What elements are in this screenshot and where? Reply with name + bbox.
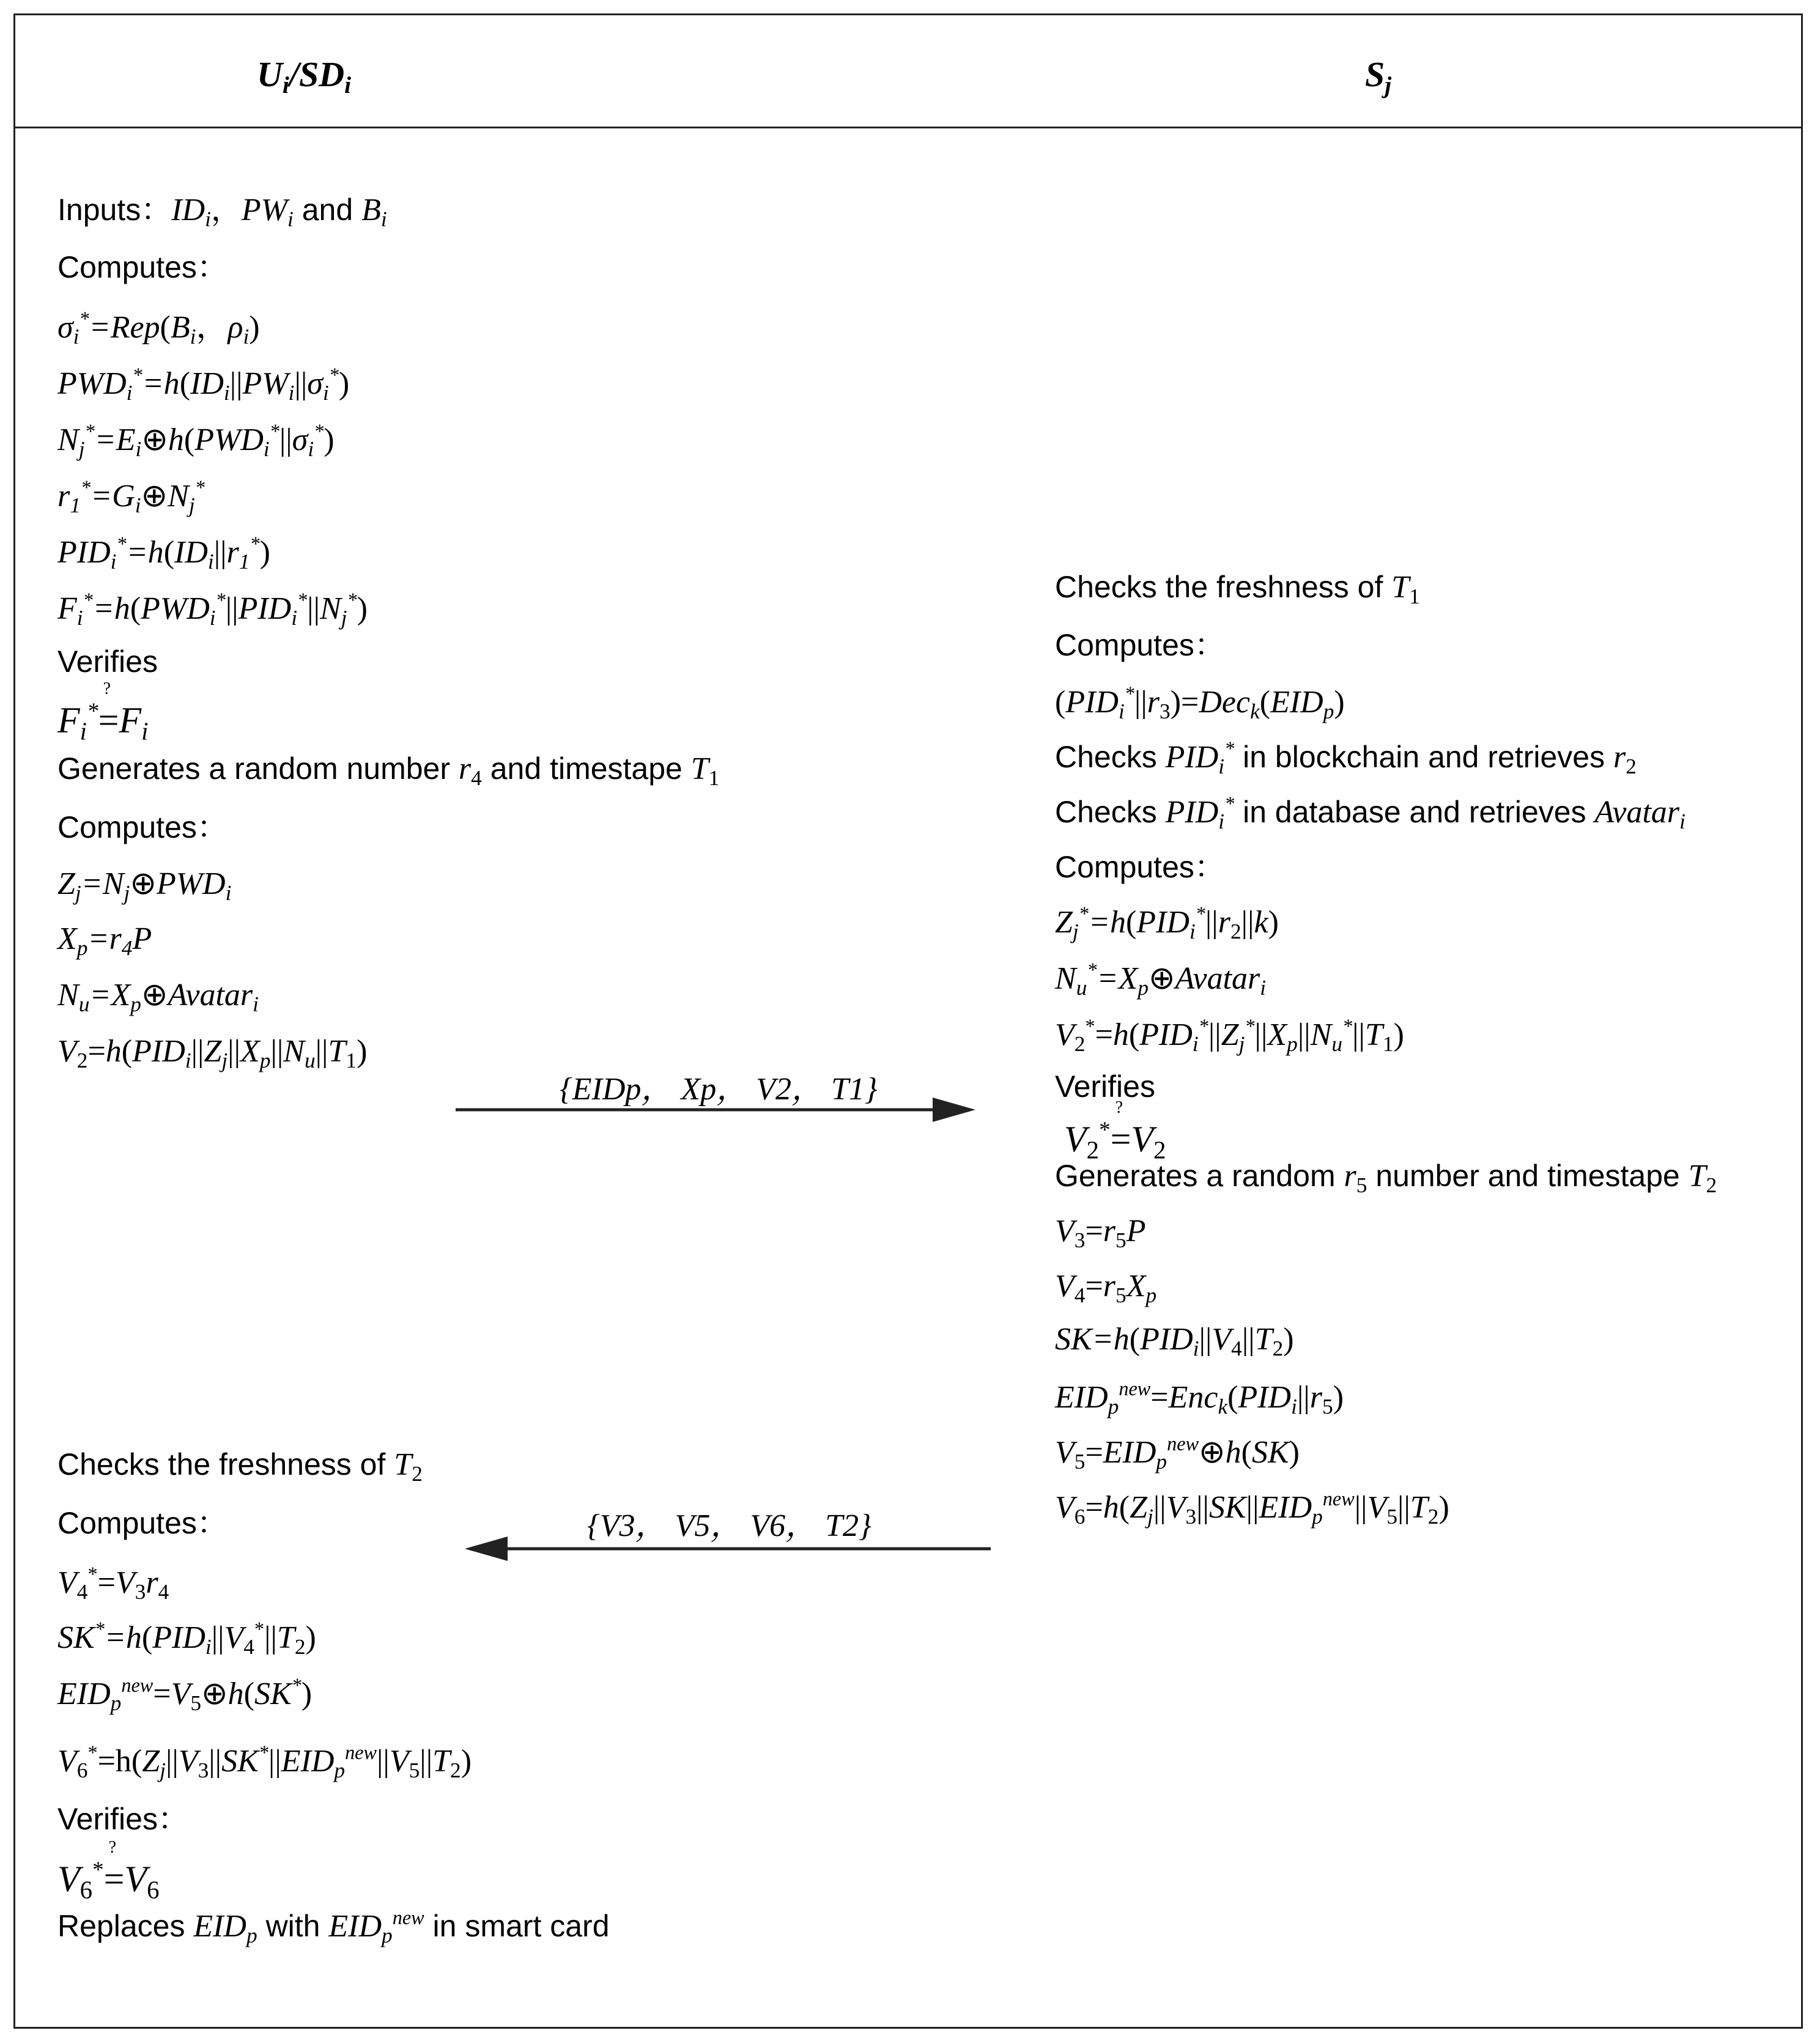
eq-nu-server: $N_u^*=X_p\oplus Avatar_i$ [1055, 959, 1267, 1000]
verify-fi: $F_i^*$ ? $=F_i$ [57, 679, 149, 745]
eq-nu: $N_u=X_p\oplus Avatar_i$ [57, 978, 259, 1016]
verify-v6: $V_6^*$ ? $=V_6$ [57, 1838, 160, 1904]
eq-v6-server: $V_6=h(Z_j||V_3||SK||EID_p^{new}||V_5||T_2)$ [1055, 1488, 1449, 1529]
eq-v2: $V_2=h(PID_i||Z_j||X_p||N_u||T_1)$ [57, 1034, 368, 1072]
eq-zj: $Z_j=N_j\oplus PWD_i$ [57, 866, 232, 905]
checks-database: Checks $PID_i^*$ in database and retrieves Avatar$_i$ [1055, 792, 1685, 833]
user-device-header: $U_i/SD_i$ [257, 54, 352, 99]
eq-xp: $X_p=r_4P$ [57, 921, 152, 960]
eq-v6-user: $V_6^*=h(Z_j||V_3||SK^*||EID_p^{new}||V_5||T_2)$ [57, 1741, 472, 1782]
eq-r1: $r_1^*=G_i\oplus N_j^*$ [57, 476, 205, 517]
checks-blockchain: Checks $PID_i^*$ in blockchain and retrieves $r_2$ [1055, 737, 1637, 778]
verifies-label-1: Verifies [57, 644, 158, 679]
generates-r4: Generates a random number $r_4$ and timestape $T_1$ [57, 751, 720, 790]
eq-eid-new-user: $EID_p^{new}=V_5\oplus h(SK^*)$ [57, 1674, 313, 1715]
verifies-label-3: Verifies： [57, 1802, 188, 1836]
eq-v3: $V_3=r_5P$ [1055, 1214, 1146, 1252]
eq-v4-server: $V_4=r_5X_p$ [1055, 1269, 1157, 1307]
eq-v2-server: $V_2^*=h(PID_i^*||Z_j^*||X_p||N_u^*||T_1)$ [1055, 1015, 1404, 1056]
inputs-line: Inputs：$ID_i$，$PW_i$ and $B_i$ [57, 193, 387, 231]
computes-label-1: Computes： [57, 250, 228, 284]
eq-v4: $V_4^*=V_3r_4$ [57, 1563, 169, 1604]
server-computes-label-1: Computes： [1055, 628, 1225, 662]
eq-sk-server: $SK=h(PID_i||V_4||T_2)$ [1055, 1322, 1294, 1360]
server-computes-label-2: Computes： [1055, 850, 1225, 884]
eq-sk-user: $SK^*=h(PID_i||V_4^*||T_2)$ [57, 1618, 316, 1659]
eq-eid-new-server: $EID_p^{new}=Enc_k(PID_i||r_5)$ [1055, 1378, 1344, 1419]
replaces-eid: Replaces $EID_p$ with $EID_p^{new}$ in smart card [57, 1906, 610, 1947]
checks-freshness-t2: Checks the freshness of $T_2$ [57, 1447, 423, 1486]
checks-freshness-t1: Checks the freshness of $T_1$ [1055, 570, 1420, 608]
message-to-user-label: {V3， V5， V6， T2} [587, 1508, 871, 1543]
server-verifies-label: Verifies [1055, 1069, 1155, 1104]
protocol-frame [13, 13, 1803, 2029]
arrow-to-server [456, 1094, 975, 1125]
message-to-server-label: {EIDp， Xp， V2， T1} [560, 1072, 878, 1107]
computes-label-2: Computes： [57, 810, 228, 844]
generates-r5: Generates a random $r_5$ number and timestape $T_2$ [1055, 1159, 1717, 1197]
eq-v5: $V_5=EID_p^{new}\oplus h(SK)$ [1055, 1433, 1300, 1474]
header-divider [13, 127, 1803, 128]
verify-v2: $V_2^*$ ? $=V_2$ [1064, 1098, 1166, 1164]
eq-pwd: $PWD_i^*=h(ID_i||PW_i||\sigma_i^*)$ [57, 364, 350, 405]
eq-dec: $(PID_i^*||r_3)=Dec_k(EID_p)$ [1055, 682, 1345, 723]
eq-sigma: $\sigma_i^*=Rep(B_i$，$\rho_i$) [57, 308, 260, 349]
eq-zj-server: $Z_j^*=h(PID_i^*||r_2||k)$ [1055, 902, 1279, 943]
computes-label-3: Computes： [57, 1506, 228, 1540]
arrow-to-user [465, 1533, 991, 1564]
server-header: $S_j$ [1365, 54, 1392, 99]
eq-fi: $F_i^*=h(PWD_i^*||PID_i^*||N_j^*)$ [57, 589, 368, 630]
eq-pid: $PID_i^*=h(ID_i||r_1^*)$ [57, 533, 270, 574]
eq-nj: $N_j^*=E_i\oplus h(PWD_i^*||\sigma_i^*)$ [57, 420, 335, 461]
